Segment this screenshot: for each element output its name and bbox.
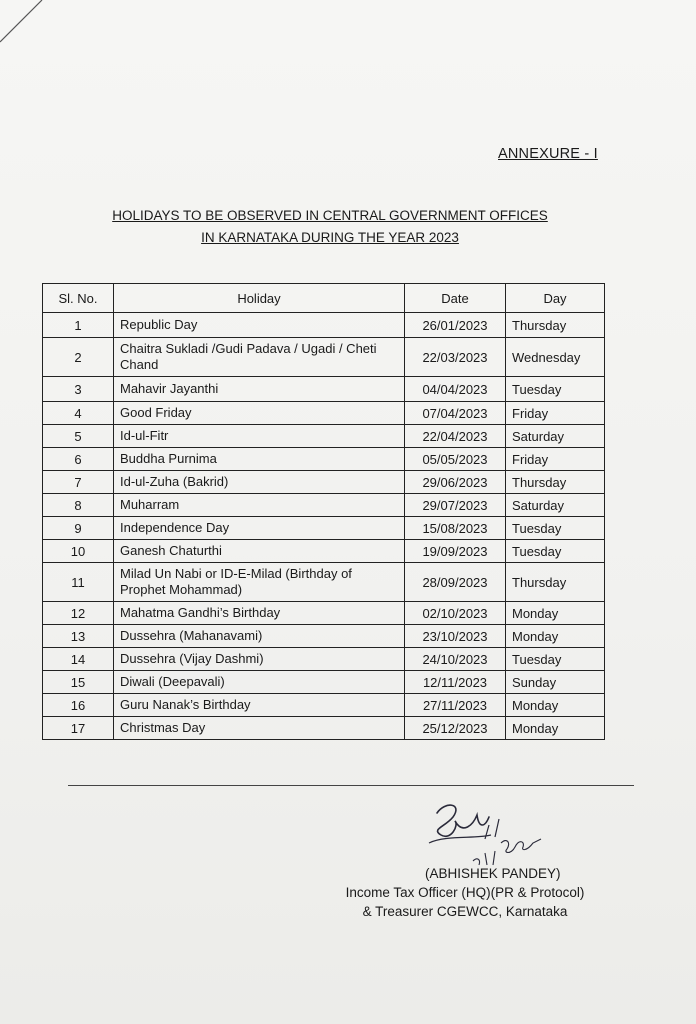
cell-sl-no: 11 — [43, 563, 114, 602]
cell-day: Monday — [506, 625, 605, 648]
cell-date: 28/09/2023 — [405, 563, 506, 602]
cell-date: 05/05/2023 — [405, 448, 506, 471]
header-day: Day — [506, 284, 605, 313]
cell-sl-no: 10 — [43, 540, 114, 563]
cell-day: Tuesday — [506, 540, 605, 563]
table-row — [43, 402, 605, 425]
cell-date: 12/11/2023 — [405, 671, 506, 694]
cell-day: Monday — [506, 717, 605, 740]
table-row — [43, 313, 605, 338]
cell-sl-no: 16 — [43, 694, 114, 717]
table-row — [43, 602, 605, 625]
cell-day: Friday — [506, 402, 605, 425]
cell-holiday: Muharram — [114, 494, 405, 517]
cell-holiday: Independence Day — [114, 517, 405, 540]
signatory-name: (ABHISHEK PANDEY) — [425, 866, 561, 881]
table-row — [43, 377, 605, 402]
cell-sl-no: 8 — [43, 494, 114, 517]
cell-holiday: Chaitra Sukladi /Gudi Padava / Ugadi / Cheti Chand — [114, 338, 405, 377]
cell-sl-no: 2 — [43, 338, 114, 377]
cell-holiday: Buddha Purnima — [114, 448, 405, 471]
table-row — [43, 494, 605, 517]
cell-date: 29/06/2023 — [405, 471, 506, 494]
table-row — [43, 648, 605, 671]
paper-fold-mark — [0, 0, 60, 50]
cell-date: 02/10/2023 — [405, 602, 506, 625]
cell-day: Saturday — [506, 494, 605, 517]
cell-date: 25/12/2023 — [405, 717, 506, 740]
header-date: Date — [405, 284, 506, 313]
title-line-2: IN KARNATAKA DURING THE YEAR 2023 — [201, 230, 459, 245]
cell-day: Friday — [506, 448, 605, 471]
table-row — [43, 717, 605, 740]
divider-line — [68, 785, 634, 786]
cell-holiday: Republic Day — [114, 313, 405, 338]
cell-day: Thursday — [506, 563, 605, 602]
cell-date: 22/04/2023 — [405, 425, 506, 448]
table-row — [43, 338, 605, 377]
table-row — [43, 625, 605, 648]
cell-date: 19/09/2023 — [405, 540, 506, 563]
table-row — [43, 563, 605, 602]
cell-day: Tuesday — [506, 377, 605, 402]
table-row — [43, 471, 605, 494]
header-holiday: Holiday — [114, 284, 405, 313]
holiday-table-body — [43, 313, 605, 740]
cell-sl-no: 1 — [43, 313, 114, 338]
cell-day: Monday — [506, 602, 605, 625]
cell-holiday: Ganesh Chaturthi — [114, 540, 405, 563]
handwritten-signature — [415, 795, 555, 867]
table-row — [43, 425, 605, 448]
cell-holiday: Good Friday — [114, 402, 405, 425]
cell-date: 07/04/2023 — [405, 402, 506, 425]
table-row — [43, 694, 605, 717]
cell-holiday: Christmas Day — [114, 717, 405, 740]
cell-day: Thursday — [506, 471, 605, 494]
cell-day: Thursday — [506, 313, 605, 338]
header-sl-no: Sl. No. — [43, 284, 114, 313]
table-row — [43, 540, 605, 563]
holiday-table — [42, 283, 605, 740]
cell-date: 22/03/2023 — [405, 338, 506, 377]
cell-date: 23/10/2023 — [405, 625, 506, 648]
cell-holiday: Id-ul-Zuha (Bakrid) — [114, 471, 405, 494]
cell-date: 15/08/2023 — [405, 517, 506, 540]
cell-holiday: Milad Un Nabi or ID-E-Milad (Birthday of Prophet Mohammad) — [114, 563, 405, 602]
cell-sl-no: 5 — [43, 425, 114, 448]
cell-date: 26/01/2023 — [405, 313, 506, 338]
cell-holiday: Dussehra (Mahanavami) — [114, 625, 405, 648]
cell-sl-no: 4 — [43, 402, 114, 425]
table-row — [43, 448, 605, 471]
cell-day: Tuesday — [506, 517, 605, 540]
cell-sl-no: 7 — [43, 471, 114, 494]
table-row — [43, 517, 605, 540]
cell-day: Tuesday — [506, 648, 605, 671]
cell-sl-no: 15 — [43, 671, 114, 694]
signatory-designation-2: & Treasurer CGEWCC, Karnataka — [362, 904, 568, 919]
document-title — [90, 205, 570, 249]
cell-day: Sunday — [506, 671, 605, 694]
cell-holiday: Id-ul-Fitr — [114, 425, 405, 448]
cell-date: 04/04/2023 — [405, 377, 506, 402]
cell-sl-no: 9 — [43, 517, 114, 540]
cell-holiday: Mahatma Gandhi’s Birthday — [114, 602, 405, 625]
cell-sl-no: 13 — [43, 625, 114, 648]
cell-holiday: Dussehra (Vijay Dashmi) — [114, 648, 405, 671]
cell-sl-no: 3 — [43, 377, 114, 402]
cell-day: Saturday — [506, 425, 605, 448]
cell-date: 29/07/2023 — [405, 494, 506, 517]
table-header-row — [43, 284, 605, 313]
cell-holiday: Diwali (Deepavali) — [114, 671, 405, 694]
cell-date: 24/10/2023 — [405, 648, 506, 671]
signatory-designation-1: Income Tax Officer (HQ)(PR & Protocol) — [345, 885, 585, 900]
cell-day: Monday — [506, 694, 605, 717]
cell-sl-no: 14 — [43, 648, 114, 671]
cell-day: Wednesday — [506, 338, 605, 377]
cell-sl-no: 17 — [43, 717, 114, 740]
cell-date: 27/11/2023 — [405, 694, 506, 717]
table-row — [43, 671, 605, 694]
cell-sl-no: 6 — [43, 448, 114, 471]
cell-holiday: Mahavir Jayanthi — [114, 377, 405, 402]
title-line-1: HOLIDAYS TO BE OBSERVED IN CENTRAL GOVERNMENT OFFICES — [112, 208, 548, 223]
cell-sl-no: 12 — [43, 602, 114, 625]
annexure-label: ANNEXURE - I — [498, 146, 598, 162]
cell-holiday: Guru Nanak’s Birthday — [114, 694, 405, 717]
